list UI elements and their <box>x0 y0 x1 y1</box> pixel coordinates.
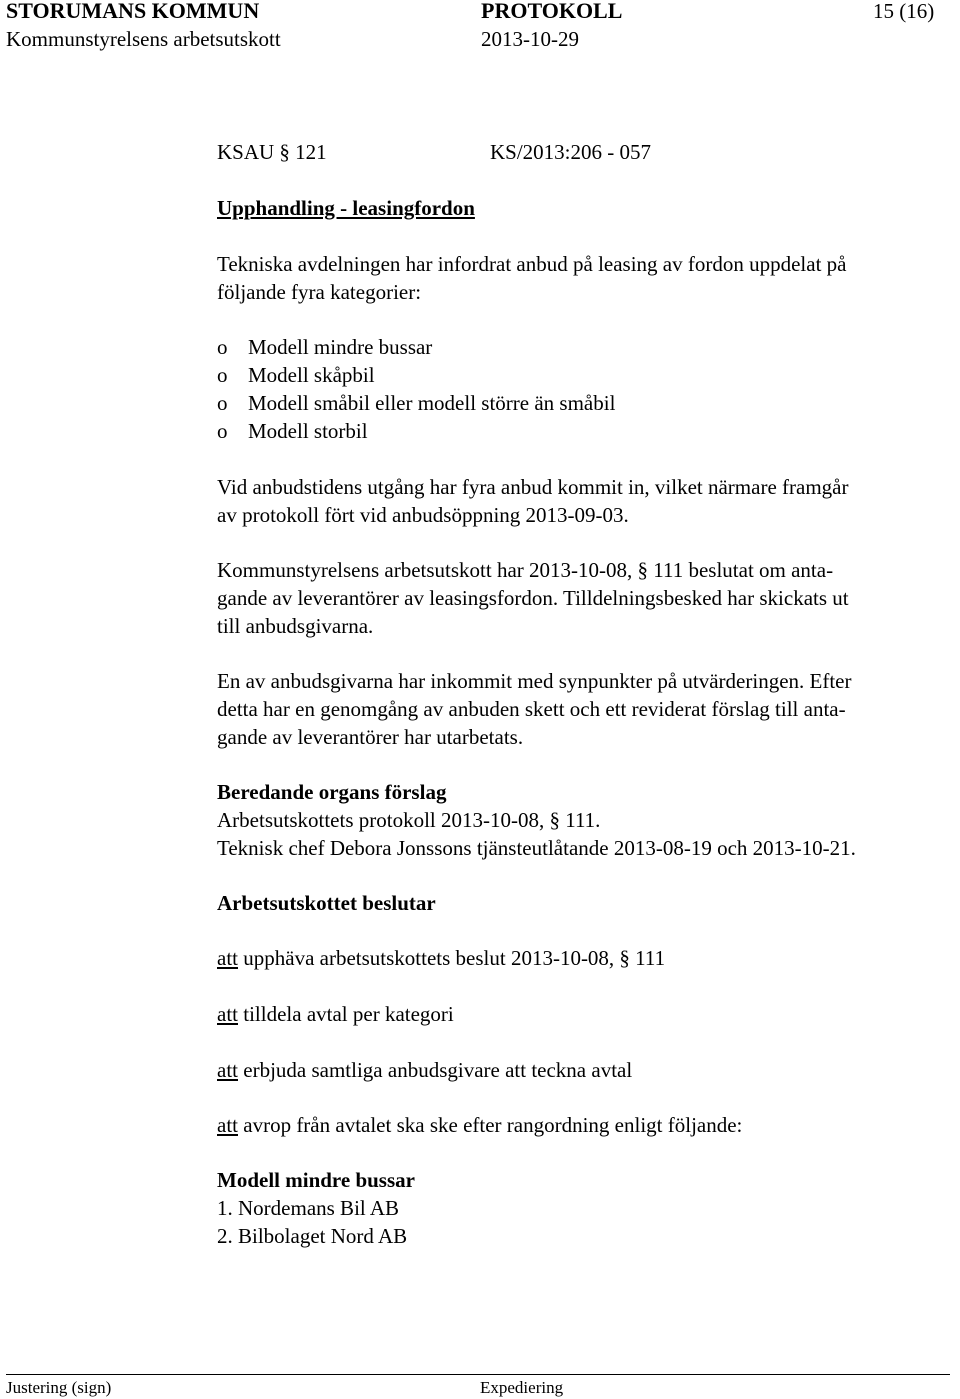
att-keyword: att <box>217 1002 238 1026</box>
para2-line-2: gande av leverantörer av leasingsfordon. Tilldelningsbesked har skickats ut <box>217 586 849 610</box>
footer-divider <box>6 1374 950 1375</box>
decision-item <box>217 1000 454 1028</box>
decision-item <box>217 1111 742 1139</box>
para3-line-1: En av anbudsgivarna har inkommit med synpunkter på utvärderingen. Efter <box>217 669 852 693</box>
footer-dispatch-label: Expediering <box>480 1378 564 1397</box>
decision-text: erbjuda samtliga anbudsgivare att teckna avtal <box>243 1058 633 1082</box>
para2-line-1: Kommunstyrelsens arbetsutskott har 2013-10-08, § 111 beslutat om anta- <box>217 558 834 582</box>
case-title: Upphandling - leasingfordon <box>217 196 475 220</box>
bullet-marker: o <box>217 391 228 415</box>
para2-line-3: till anbudsgivarna. <box>217 614 374 638</box>
committee-name: Kommunstyrelsens arbetsutskott <box>6 27 281 51</box>
para3-line-3: gande av leverantörer har utarbetats. <box>217 725 524 749</box>
footer-signature-label: Justering (sign) <box>6 1378 112 1397</box>
decision-item <box>217 944 665 972</box>
proposal-heading: Beredande organs förslag <box>217 780 447 804</box>
decision-item <box>217 1056 632 1084</box>
bullet-marker: o <box>217 363 228 387</box>
decision-text: avrop från avtalet ska ske efter rangordning enligt följande: <box>243 1113 743 1137</box>
category-item: Modell mindre bussar <box>248 335 433 359</box>
proposal-line: Teknisk chef Debora Jonssons tjänsteutlåtande 2013-08-19 och 2013-10-21. <box>217 836 856 860</box>
document-type: PROTOKOLL <box>481 0 623 23</box>
municipality-name: STORUMANS KOMMUN <box>6 0 260 23</box>
para3-line-2: detta har en genomgång av anbuden skett och ett reviderat förslag till anta- <box>217 697 846 721</box>
decision-text: upphäva arbetsutskottets beslut 2013-10-08, § 111 <box>243 946 666 970</box>
ranking-item: 1. Nordemans Bil AB <box>217 1196 399 1220</box>
para1-line-1: Vid anbudstidens utgång har fyra anbud kommit in, vilket närmare framgår <box>217 475 849 499</box>
ranking-heading: Modell mindre bussar <box>217 1168 415 1192</box>
page-number: 15 (16) <box>873 0 935 23</box>
meeting-date: 2013-10-29 <box>481 27 579 51</box>
category-item: Modell småbil eller modell större än småbil <box>248 391 616 415</box>
bullet-marker: o <box>217 419 228 443</box>
para1-line-2: av protokoll fört vid anbudsöppning 2013-09-03. <box>217 503 629 527</box>
proposal-line: Arbetsutskottets protokoll 2013-10-08, § 111. <box>217 808 601 832</box>
category-item: Modell storbil <box>248 419 368 443</box>
decision-heading: Arbetsutskottet beslutar <box>217 891 436 915</box>
bullet-marker: o <box>217 335 228 359</box>
ranking-item: 2. Bilbolaget Nord AB <box>217 1224 408 1248</box>
att-keyword: att <box>217 1113 238 1137</box>
decision-text: tilldela avtal per kategori <box>243 1002 454 1026</box>
att-keyword: att <box>217 1058 238 1082</box>
paragraph-number: KSAU § 121 <box>217 140 327 164</box>
intro-line-2: följande fyra kategorier: <box>217 280 422 304</box>
diary-number: KS/2013:206 - 057 <box>490 140 652 164</box>
intro-line-1: Tekniska avdelningen har infordrat anbud på leasing av fordon uppdelat på <box>217 252 847 276</box>
att-keyword: att <box>217 946 238 970</box>
category-item: Modell skåpbil <box>248 363 375 387</box>
